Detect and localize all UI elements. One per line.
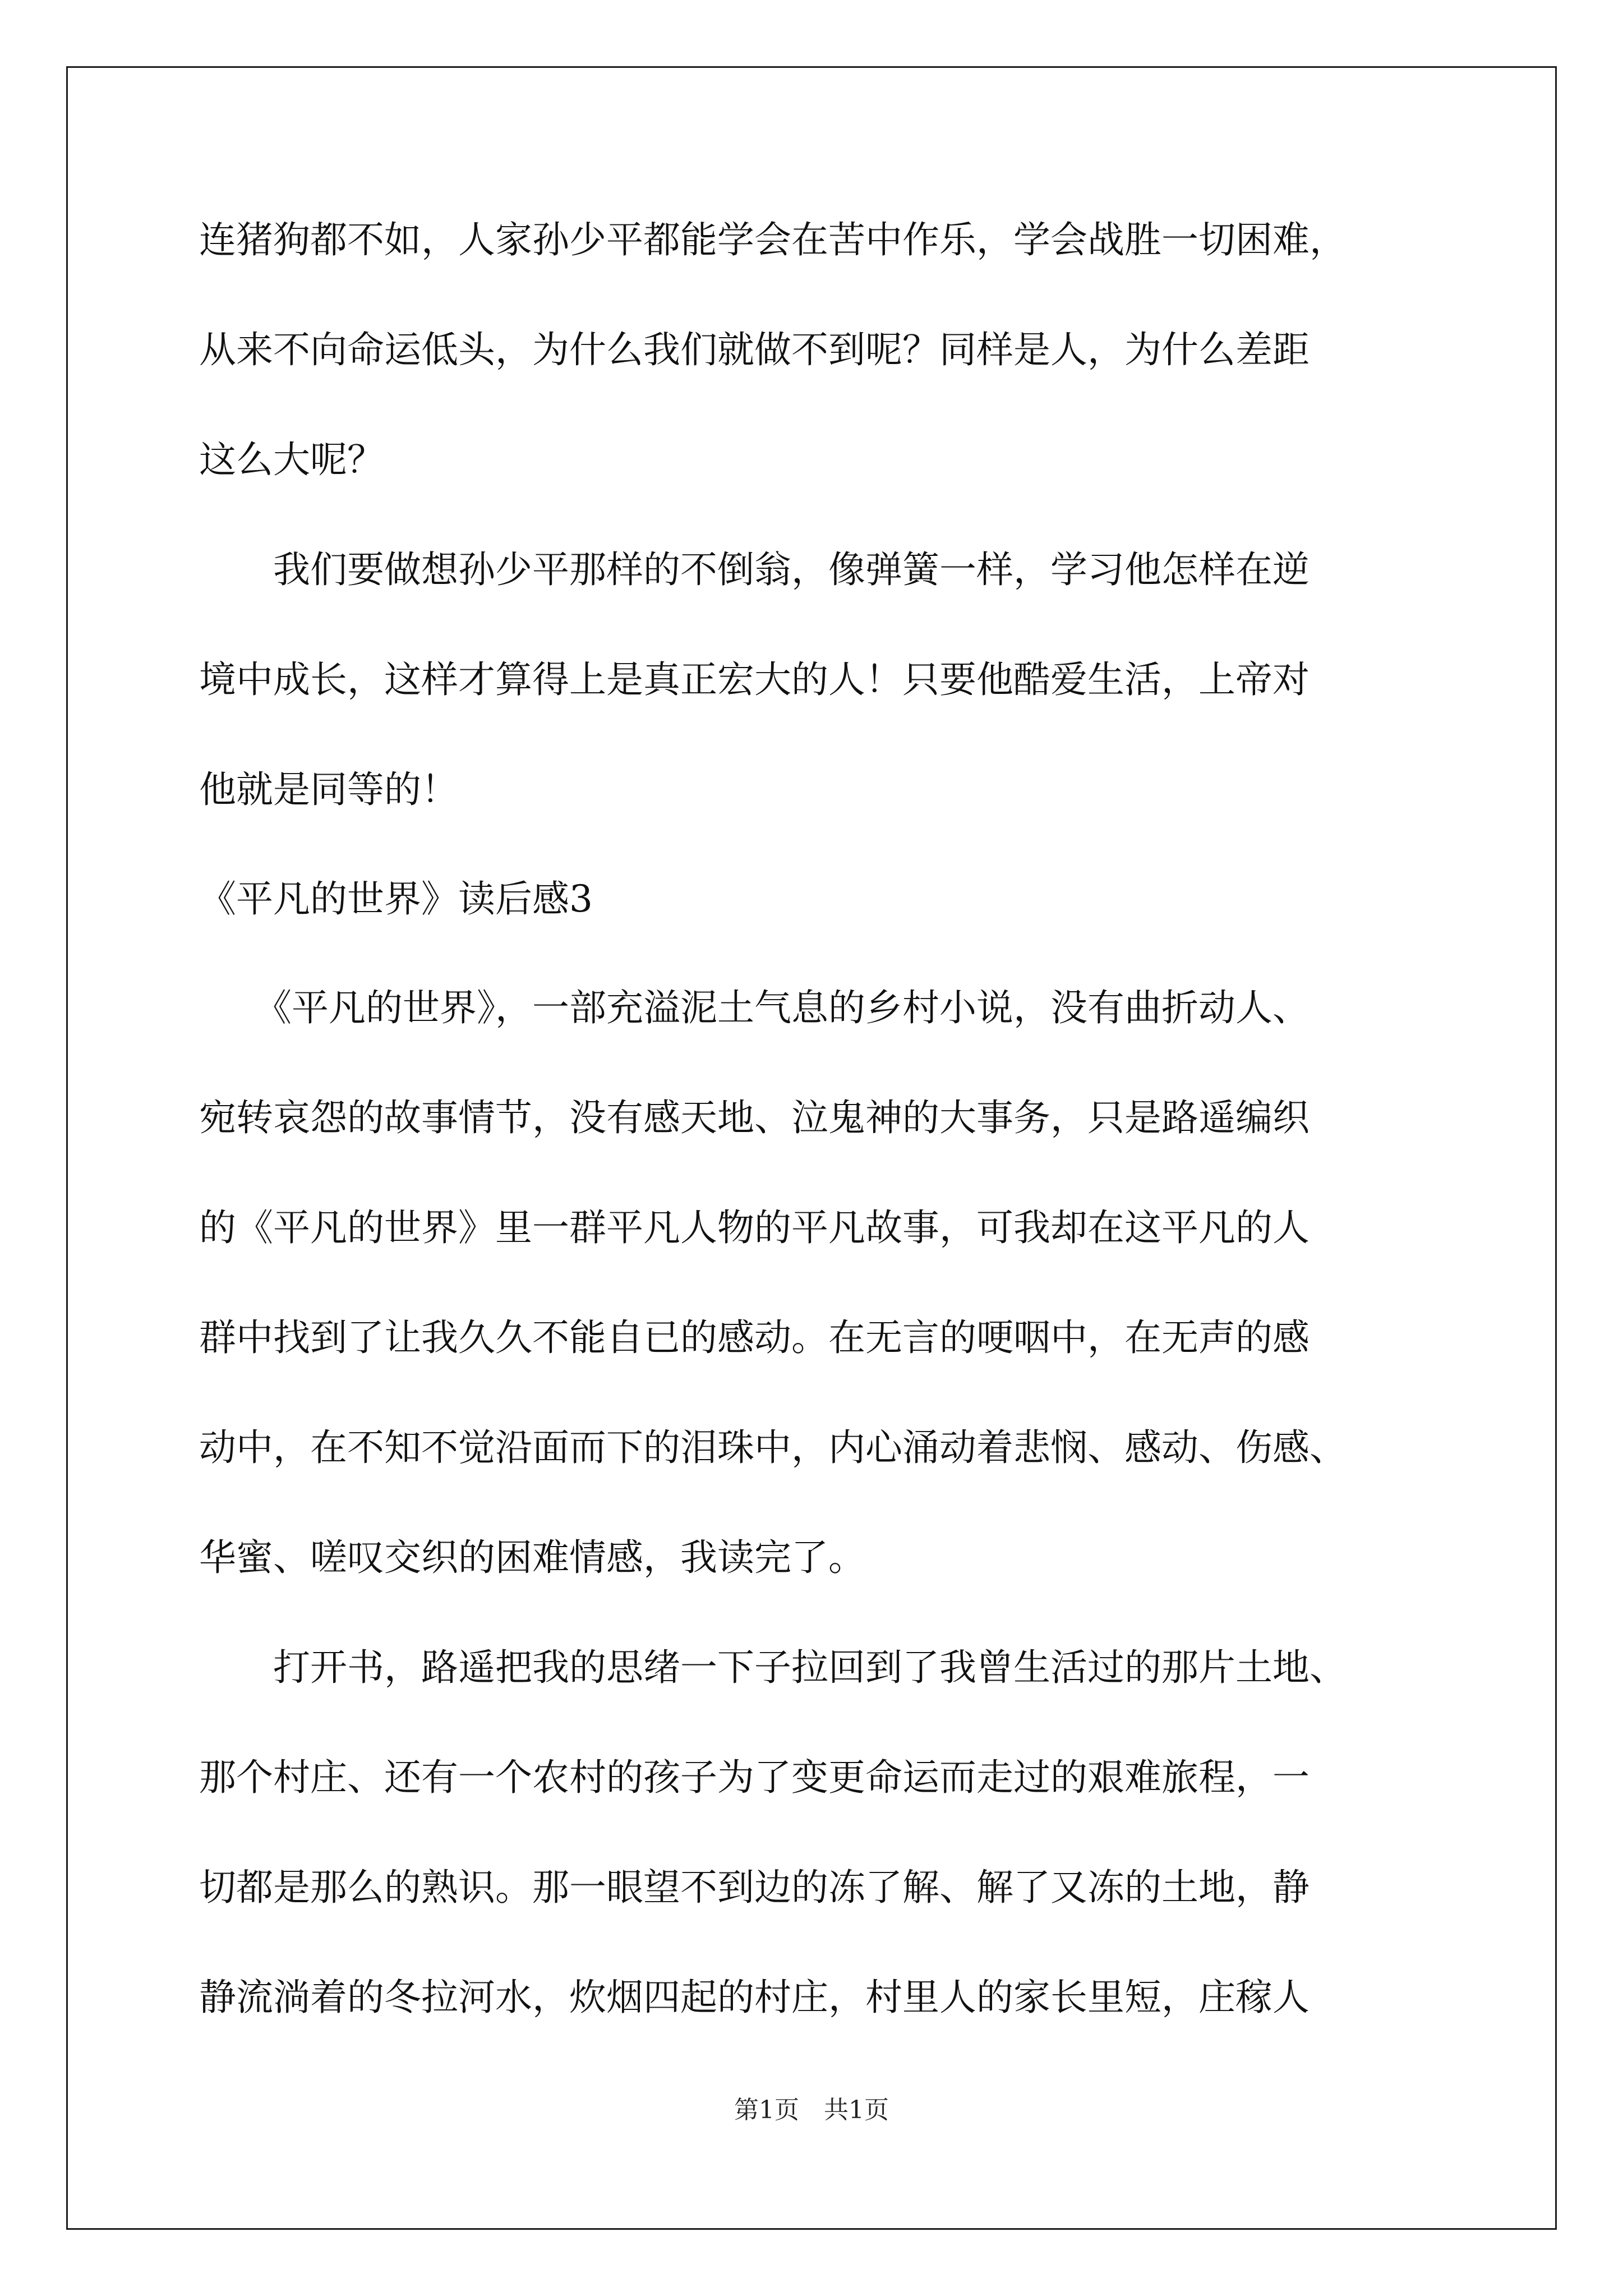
text-line: 《平凡的世界》，一部充溢泥土气息的乡村小说，没有曲折动人、 — [199, 986, 1310, 1029]
text-line: 那个村庄、还有一个农村的孩子为了变更命运而走过的艰难旅程，一 — [199, 1756, 1310, 1799]
page-footer: 第1页 共1页 — [734, 2096, 889, 2124]
text-line: 境中成长，这样才算得上是真正宏大的人！只要他酷爱生活，上帝对 — [199, 658, 1310, 701]
text-line: 静流淌着的冬拉河水，炊烟四起的村庄，村里人的家长里短，庄稼人 — [199, 1976, 1310, 2019]
document-body — [199, 185, 1481, 2053]
text-line: 这么大呢？ — [199, 438, 384, 481]
text-line: 从来不向命运低头，为什么我们就做不到呢？同样是人，为什么差距 — [199, 328, 1310, 371]
text-line: 他就是同等的！ — [199, 768, 458, 811]
text-line: 华蜜、嗟叹交织的困难情感，我读完了。 — [199, 1536, 865, 1579]
text-line: 动中，在不知不觉沿面而下的泪珠中，内心涌动着悲悯、感动、伤感、 — [199, 1426, 1347, 1469]
section-heading: 《平凡的世界》读后感3 — [199, 877, 593, 921]
text-line: 打开书，路遥把我的思绪一下子拉回到了我曾生活过的那片土地、 — [199, 1646, 1347, 1689]
text-line: 群中找到了让我久久不能自已的感动。在无言的哽咽中，在无声的感 — [199, 1316, 1310, 1359]
text-line: 切都是那么的熟识。那一眼望不到边的冻了解、解了又冻的土地，静 — [199, 1866, 1310, 1909]
text-line: 宛转哀怨的故事情节，没有感天地、泣鬼神的大事务，只是路遥编织 — [199, 1096, 1310, 1139]
text-line: 我们要做想孙少平那样的不倒翁，像弹簧一样，学习他怎样在逆 — [199, 548, 1310, 591]
text-line: 连猪狗都不如，人家孙少平都能学会在苦中作乐，学会战胜一切困难， — [199, 218, 1347, 261]
text-line: 的《平凡的世界》里一群平凡人物的平凡故事，可我却在这平凡的人 — [199, 1206, 1310, 1249]
